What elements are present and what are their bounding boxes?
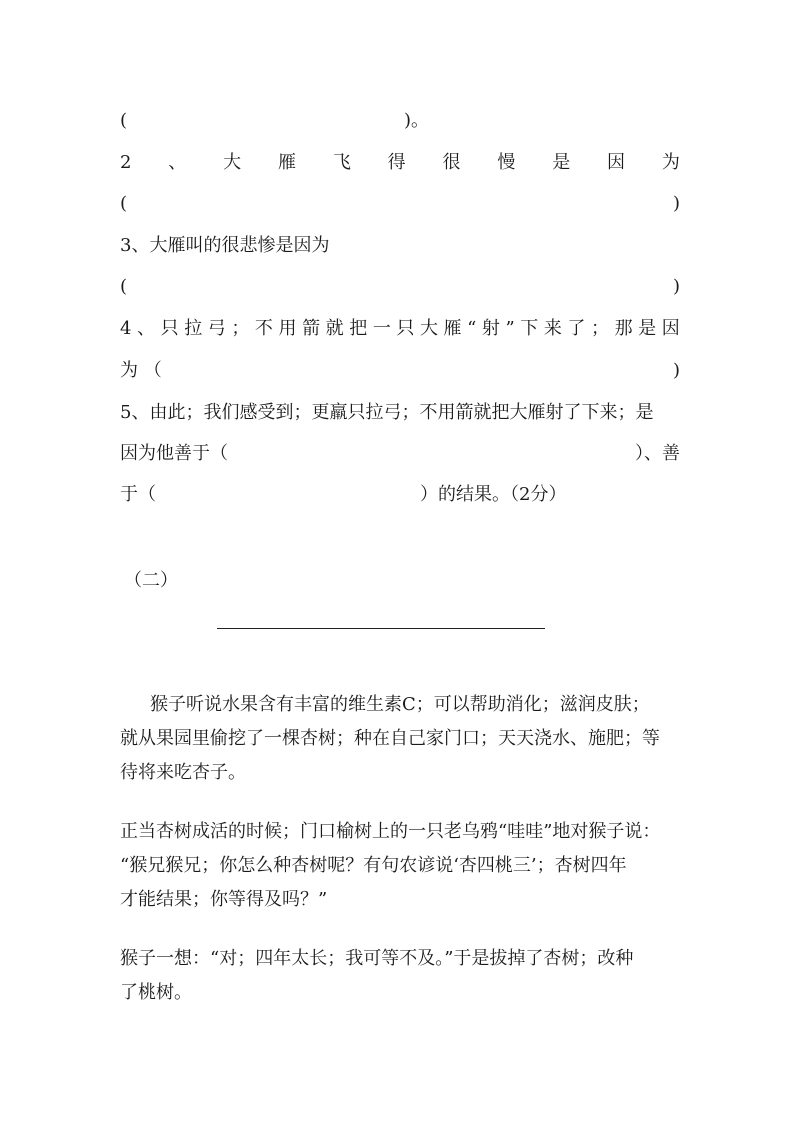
story-paragraph-2 — [120, 815, 680, 917]
prompt-char: 是 — [552, 152, 571, 173]
prompt-char: 、 — [168, 152, 187, 173]
prompt-char: ； — [231, 318, 250, 339]
close-paren: )。 — [404, 110, 430, 131]
open-paren: ( — [120, 110, 128, 131]
prompt-char: 只 — [160, 318, 179, 339]
prompt-char: 很 — [442, 152, 461, 173]
q5-line3-prefix: 于（ — [120, 484, 156, 505]
text-line: 猴子一想：“对；四年太长；我可等不及。”于是拔掉了杏树；改种 — [120, 948, 634, 969]
q4-line2-prefix: 为 （ — [120, 360, 162, 381]
q2-answer-line — [120, 187, 680, 221]
close-paren: ) — [672, 360, 680, 381]
prompt-char: 大 — [223, 152, 242, 173]
prompt-char: 箭 — [302, 318, 321, 339]
text-line: 猴子听说水果含有丰富的维生素C；可以帮助消化；滋润皮肤； — [150, 694, 650, 715]
title-blank-rule — [217, 628, 545, 629]
prompt-char: 因 — [661, 318, 680, 339]
q1-answer-line — [120, 104, 680, 138]
prompt-char: 4 — [120, 318, 132, 339]
q5-answer-line-1 — [120, 437, 680, 471]
prompt-char: 不 — [254, 318, 273, 339]
prompt-char: 了 — [567, 318, 586, 339]
prompt-char: 用 — [278, 318, 297, 339]
text-line: 正当杏树成活的时候；门口榆树上的一只老乌鸦“哇哇”地对猴子说： — [120, 821, 661, 842]
prompt-char: 得 — [387, 152, 406, 173]
prompt-char: 就 — [325, 318, 344, 339]
prompt-char: “ — [467, 318, 477, 339]
story-paragraph-1 — [120, 688, 680, 790]
prompt-char: 拉 — [184, 318, 203, 339]
prompt-char: 慢 — [497, 152, 516, 173]
q3-answer-line — [120, 270, 680, 304]
prompt-char: 射 — [481, 318, 500, 339]
prompt-char: 雁 — [443, 318, 462, 339]
prompt-char: 雁 — [277, 152, 296, 173]
close-paren: ) — [672, 276, 680, 297]
prompt-char: 因 — [607, 152, 626, 173]
prompt-char: ； — [591, 318, 609, 339]
q5-line2-suffix: ）、善 — [635, 443, 680, 464]
prompt-char: 一 — [372, 318, 391, 339]
text-line: 待将来吃杏子。 — [120, 762, 246, 783]
text-line: 就从果园里偷挖了一棵杏树；种在自己家门口；天天浇水、施肥；等 — [120, 728, 660, 749]
q5-line2-prefix: 因为他善于（ — [120, 443, 228, 464]
prompt-char: 大 — [419, 318, 438, 339]
q2-prompt — [120, 146, 680, 180]
open-paren: ( — [120, 276, 128, 297]
q5-answer-line-2 — [120, 478, 680, 512]
prompt-char: 下 — [520, 318, 539, 339]
prompt-char: 2 — [120, 152, 132, 173]
prompt-char: 是 — [638, 318, 657, 339]
q5-prompt: 5、由此；我们感受到；更羸只拉弓；不用箭就把大雁射了下来；是 — [120, 402, 654, 423]
q4-answer-line — [120, 354, 680, 388]
text-line: 了桃树。 — [120, 982, 192, 1003]
prompt-char: ” — [505, 318, 515, 339]
q4-prompt — [120, 312, 680, 346]
q5-line3-suffix: ）的结果。（2分） — [420, 484, 567, 505]
prompt-char: 飞 — [332, 152, 351, 173]
prompt-char: 、 — [137, 318, 156, 339]
prompt-char: 为 — [661, 152, 680, 173]
section-heading: （二） — [124, 570, 178, 591]
text-line: 才能结果；你等得及吗？” — [120, 889, 328, 910]
close-paren: ) — [672, 193, 680, 214]
prompt-char: 弓 — [207, 318, 226, 339]
story-paragraph-3 — [120, 942, 680, 1010]
prompt-char: 来 — [543, 318, 562, 339]
q3-prompt: 3、大雁叫的很悲惨是因为 — [120, 235, 330, 256]
text-line: “猴兄猴兄；你怎么种杏树呢？有句农谚说‘杏四桃三’；杏树四年 — [120, 855, 627, 876]
prompt-char: 那 — [614, 318, 633, 339]
prompt-char: 只 — [396, 318, 415, 339]
prompt-char: 把 — [349, 318, 368, 339]
open-paren: ( — [120, 193, 128, 214]
